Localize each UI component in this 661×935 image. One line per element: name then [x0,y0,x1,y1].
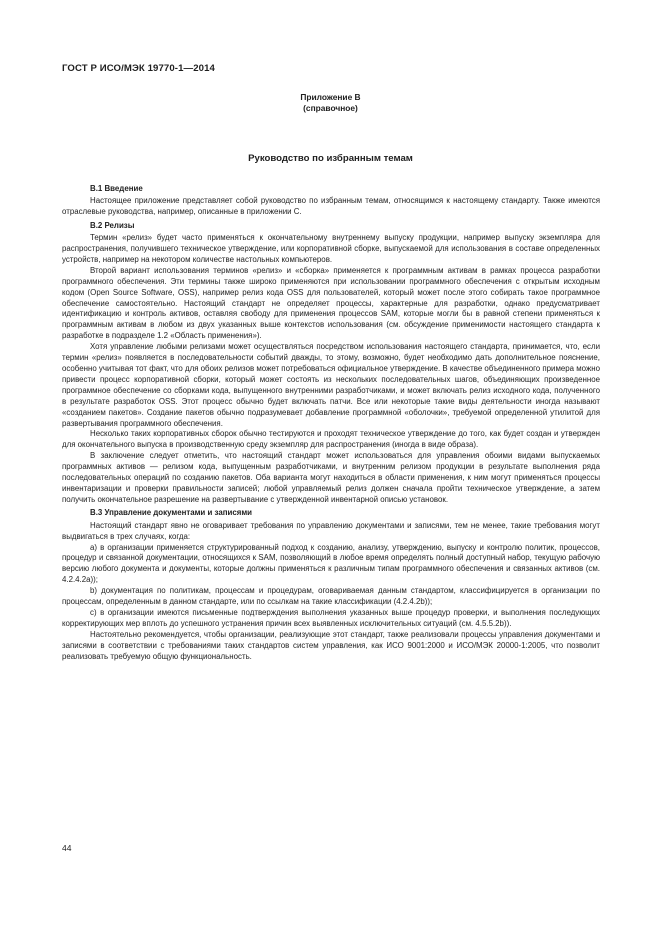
section-title-introduction: В.1 Введение [90,184,143,193]
appendix-subtitle: (справочное) [303,103,358,113]
paragraph: Настоящее приложение представляет собой руководство по избранным темам, относящимся к настоящему стандарту. Также имеются отраслевые руководства, например, описанные в приложении С. [62,196,600,217]
appendix-title: Приложение В [300,92,361,102]
list-item: с) в организации имеются письменные подтверждения выполнения указанных выше процедур проверки, и выполнения последующих корректирующих мер вплоть до успешного устранения причин всех выявленных исключительных ситуаций (см. 4.5.5.2b)). [62,607,600,628]
paragraph: Термин «релиз» будет часто применяться к окончательному внутреннему выпуску продукции, например выпуску экземпляра для распространения, получившего техническое утверждение, или корпоративной сборке, выпускаемой для использования в составе определенных устройств, например на некотором количестве настольных компьютеров. [62,233,600,264]
list-item: а) в организации применяется структурированный подход к созданию, анализу, утверждению, выпуску и контролю политик, процессов, процедур и связанной документации, относящихся к SAM, позволяющий в любое время определять полный доступный набор, текущую рабочую версию любого документа и документы, которые должны применяться к различным типам программного обеспечения и связанных активов (см. 4.2.4.2а)); [62,542,600,585]
document-header: ГОСТ Р ИСО/МЭК 19770-1—2014 [62,63,215,74]
page-number: 44 [62,843,72,853]
appendix-heading [0,92,661,114]
document-body [62,184,600,662]
section-title-documents-records: В.3 Управление документами и записями [90,508,253,518]
paragraph: Настоятельно рекомендуется, чтобы организации, реализующие этот стандарт, также реализовали процессы управления документами и записями в соответствии с требованиями таких стандартов систем управления, как ИСО 9001:2000 и ИСО/МЭК 20000-1:2005, что позволит реализовать требуемую общую функциональность. [62,629,600,661]
paragraph: Настоящий стандарт явно не оговаривает требования по управлению документами и записями, тем не менее, такие требования могут выдвигаться в трех случаях, когда: [62,520,600,541]
paragraph: В заключение следует отметить, что настоящий стандарт может использоваться для управления обоими видами выпускаемых программных активов — релизом кода, выпущенным разработчиками, и внутренним релизом продукции в результате выполнения ряда последовательных операций по созданию пакетов. Оба варианта могут находиться в области применения, к ним могут применяться процессы инвентаризации и проверки правильности записей; любой управляемый релиз должен сначала пройти техническое утверждение, а затем получить окончательное разрешение на развертывание с утвержденной инвентарной описью установок. [62,451,600,504]
list-item: b) документация по политикам, процессам и процедурам, оговариваемая данным стандартом, классифицируется в организации по процессам, определенным в данном стандарте, или по ссылкам на такие классификации (4.2.4.2b)); [62,586,600,607]
paragraph: Второй вариант использования терминов «релиз» и «сборка» применяется к программным активам в рамках процесса разработки программного обеспечения. Эти термины также широко применяются при использовании программного обеспечения с открытым исходным кодом (Open Source Software, OSS), например релиз кода OSS для пользователей, который может после этого собирать такое программное обеспечение самостоятельно. Настоящий стандарт не определяет процессы, характерные для разработки, однако предусматривает идентификацию и контроль активов, оставляя свободу для применения процессов SAM, которые могли бы в равной степени применяться к программным активам в любом из двух указанных выше контекстов использования (см. обсуждение применимости настоящего стандарта к разработке в подразделе 1.2 «Область применения»). [62,265,600,341]
section-title-releases: В.2 Релизы [90,220,135,230]
main-title: Руководство по избранным темам [248,153,413,164]
paragraph: Несколько таких корпоративных сборок обычно тестируются и проходят техническое утверждение до того, как будет создан и утвержден для окончательного выпуска в производственную среду экземпляр для распространения (иногда в виде образа). [62,429,600,450]
paragraph: Хотя управление любыми релизами может осуществляться посредством использования настоящего стандарта, принимается, что, если термин «релиз» появляется в последовательности событий дважды, то этому, возможно, будет необходимо дать дополнительное пояснение, особенно учитывая тот факт, что для обоих релизов может потребоваться официальное утверждение. В качестве объединенного примера можно привести процесс корпоративной сборки, который может состоять из нескольких последовательных шагов, объединяющих произведенное программное обеспечение со сборками кода, выпущенного внутренними разработчиками, и может включать релиз исходного кода, полученного в результате разработок OSS. Этот процесс обычно будет включать патчи. Все или некоторые такие виды деятельности иногда называют «созданием пакетов». Создание пакетов обычно подразумевает добавление программной «оболочки», требуемой определенной утилитой для развертывания программного обеспечения. [62,342,600,428]
